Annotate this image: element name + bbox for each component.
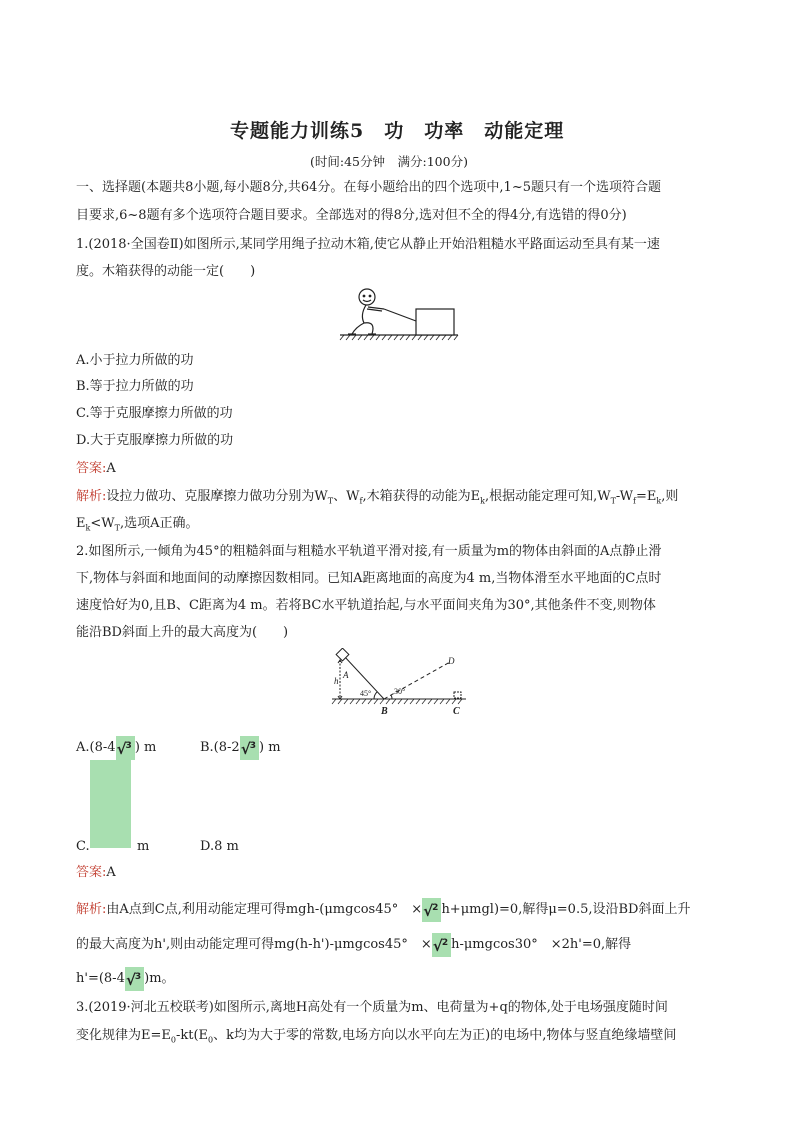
q2-analysis-line-2 <box>76 933 631 957</box>
q1-sub-4: T <box>610 496 616 506</box>
q1-figure-person-pulling-box <box>338 287 460 341</box>
q2-stem-line-1: 2.如图所示,一倾角为45°的粗糙斜面与粗糙水平轨道平滑对接,有一质量为m的物体由斜面的A点静止滑 <box>76 544 662 559</box>
q3-stem-line-1: 3.(2019·河北五校联考)如图所示,离地H高处有一个质量为m、电荷量为+q的物体,处于电场强度随时间 <box>76 1000 668 1015</box>
q3-line2-c: 、k均为大于零的常数,电场方向以水平向左为正)的电场中,物体与竖直绝缘墙壁间 <box>213 1028 677 1043</box>
fig-label-c: C <box>453 706 460 717</box>
q2-option-d: D.8 m <box>200 839 239 854</box>
q1-stem-line-2: 度。木箱获得的动能一定( ) <box>76 264 256 279</box>
q1-sub-2: f <box>359 496 363 506</box>
sqrt-radicand: 3 <box>134 972 142 982</box>
q2-stem-line-3: 速度恰好为0,且B、C距离为4 m。若将BC水平轨道抬起,与水平面间夹角为30°,其他条件不变,则物体 <box>76 598 656 613</box>
exam-meta: (时间:45分钟 满分:100分) <box>310 154 468 169</box>
option-c-formula-image <box>90 760 131 848</box>
q2-stem-line-4: 能沿BD斜面上升的最大高度为( ) <box>76 625 289 640</box>
q2-option-b-pre: B.(8-2 <box>200 740 240 755</box>
q2-analysis-label: 解析: <box>76 902 107 917</box>
q1-analysis-text-1: 设拉力做功、克服摩擦力做功分别为W <box>106 489 328 504</box>
q2-answer <box>76 864 116 882</box>
sqrt-radicand: 2 <box>441 938 449 948</box>
q2-option-b <box>200 736 281 760</box>
q1-option-d: D.大于克服摩擦力所做的功 <box>76 433 234 448</box>
q1-analysis-line-2 <box>76 515 199 538</box>
sqrt-3-formula: √$^3$ <box>240 736 259 760</box>
q1-analysis2-sub1: k <box>85 523 91 533</box>
sqrt-3-formula: √$^3$ <box>125 967 144 991</box>
q1-analysis-text-6: =E <box>635 489 657 504</box>
q1-option-a: A.小于拉力所做的功 <box>76 353 194 368</box>
sqrt-radicand: 2 <box>432 903 439 913</box>
q2-figure-incline <box>330 648 470 720</box>
q3-line2-a: 变化规律为E=E <box>76 1028 171 1043</box>
q3-line2-b: -kt(E <box>175 1028 209 1043</box>
q1-analysis2-c: ,选项A正确。 <box>119 516 199 531</box>
q1-option-b: B.等于拉力所做的功 <box>76 379 194 394</box>
q1-analysis-text-2: 、W <box>333 489 360 504</box>
fig-label-angle-45: 45° <box>360 689 372 698</box>
q1-option-c: C.等于克服摩擦力所做的功 <box>76 406 233 421</box>
q1-sub-3: k <box>480 496 485 506</box>
fig-label-a: A <box>343 670 349 680</box>
q2-analysis2-post: h-μmgcos30° ×2h'=0,解得 <box>451 937 632 952</box>
q1-analysis-text-4: ,根据动能定理可知,W <box>484 489 611 504</box>
sqrt-2-formula: √$^2$ <box>422 898 441 922</box>
q1-sub-6: k <box>656 496 662 506</box>
fig-label-b: B <box>381 706 388 717</box>
q3-line2-sub2: 0 <box>208 1035 214 1045</box>
q1-analysis2-a: E <box>76 516 86 531</box>
q1-answer-label: 答案: <box>76 461 107 476</box>
q2-analysis-line-1 <box>76 898 690 922</box>
q1-analysis-text-7: ,则 <box>661 489 679 504</box>
q1-sub-5: f <box>632 496 636 506</box>
q1-analysis-text-5: -W <box>615 489 633 504</box>
q2-analysis1-post: h+μmgl)=0,解得μ=0.5,设沿BD斜面上升 <box>441 902 691 917</box>
q2-option-a <box>76 736 156 760</box>
sqrt-3-formula: √$^3$ <box>116 736 135 760</box>
q1-analysis-line-1 <box>76 488 678 511</box>
q1-answer-value: A <box>106 461 116 476</box>
q2-option-a-pre: A.(8-4 <box>76 740 116 755</box>
q2-answer-label: 答案: <box>76 865 107 880</box>
fig-label-h: h <box>334 676 339 686</box>
q1-analysis-text-3: ,木箱获得的动能为E <box>362 489 481 504</box>
q2-analysis3-pre: h'=(8-4 <box>76 971 125 986</box>
page-title: 专题能力训练5 功 功率 动能定理 <box>230 120 565 142</box>
q3-line2-sub1: 0 <box>170 1035 176 1045</box>
q1-sub-1: T <box>327 496 334 506</box>
q2-option-b-post: ) m <box>258 740 281 755</box>
section-text-line-2: 目要求,6~8题有多个选项符合题目要求。全部选对的得8分,选对但不全的得4分,有选错的得0分) <box>76 208 627 223</box>
q2-option-a-post: ) m <box>134 740 157 755</box>
sqrt-radicand: 3 <box>249 741 256 751</box>
q2-analysis3-post: )m。 <box>144 971 175 986</box>
fig-label-d: D <box>448 656 455 666</box>
q2-stem-line-2: 下,物体与斜面和地面间的动摩擦因数相同。已知A距离地面的高度为4 m,当物体滑至水平地面的C点时 <box>76 571 662 586</box>
q2-analysis-line-3 <box>76 967 175 991</box>
q1-analysis2-sub2: T <box>114 523 120 533</box>
q2-analysis1-pre: 由A点到C点,利用动能定理可得mgh-(μmgcos45° × <box>106 902 423 917</box>
sqrt-radicand: 3 <box>125 741 132 751</box>
q1-analysis2-b: <W <box>90 516 115 531</box>
q1-analysis-label: 解析: <box>76 489 107 504</box>
sqrt-2-formula: √$^2$ <box>432 933 451 957</box>
fig-label-angle-30: 30° <box>394 687 406 696</box>
q1-stem-line-1: 1.(2018·全国卷Ⅱ)如图所示,某同学用绳子拉动木箱,使它从静止开始沿粗糙水平路面运动至具有某一速 <box>76 237 660 252</box>
q3-stem-line-2 <box>76 1027 676 1050</box>
q2-analysis2-pre: 的最大高度为h',则由动能定理可得mg(h-h')-μmgcos45° × <box>76 937 432 952</box>
q2-option-c-prefix: C. <box>76 839 90 854</box>
q2-option-c-unit: m <box>137 839 150 854</box>
section-text-line-1: 一、选择题(本题共8小题,每小题8分,共64分。在每小题给出的四个选项中,1~5题只有一个选项符合题 <box>76 180 661 195</box>
q2-answer-value: A <box>106 865 116 880</box>
q1-answer <box>76 460 116 478</box>
